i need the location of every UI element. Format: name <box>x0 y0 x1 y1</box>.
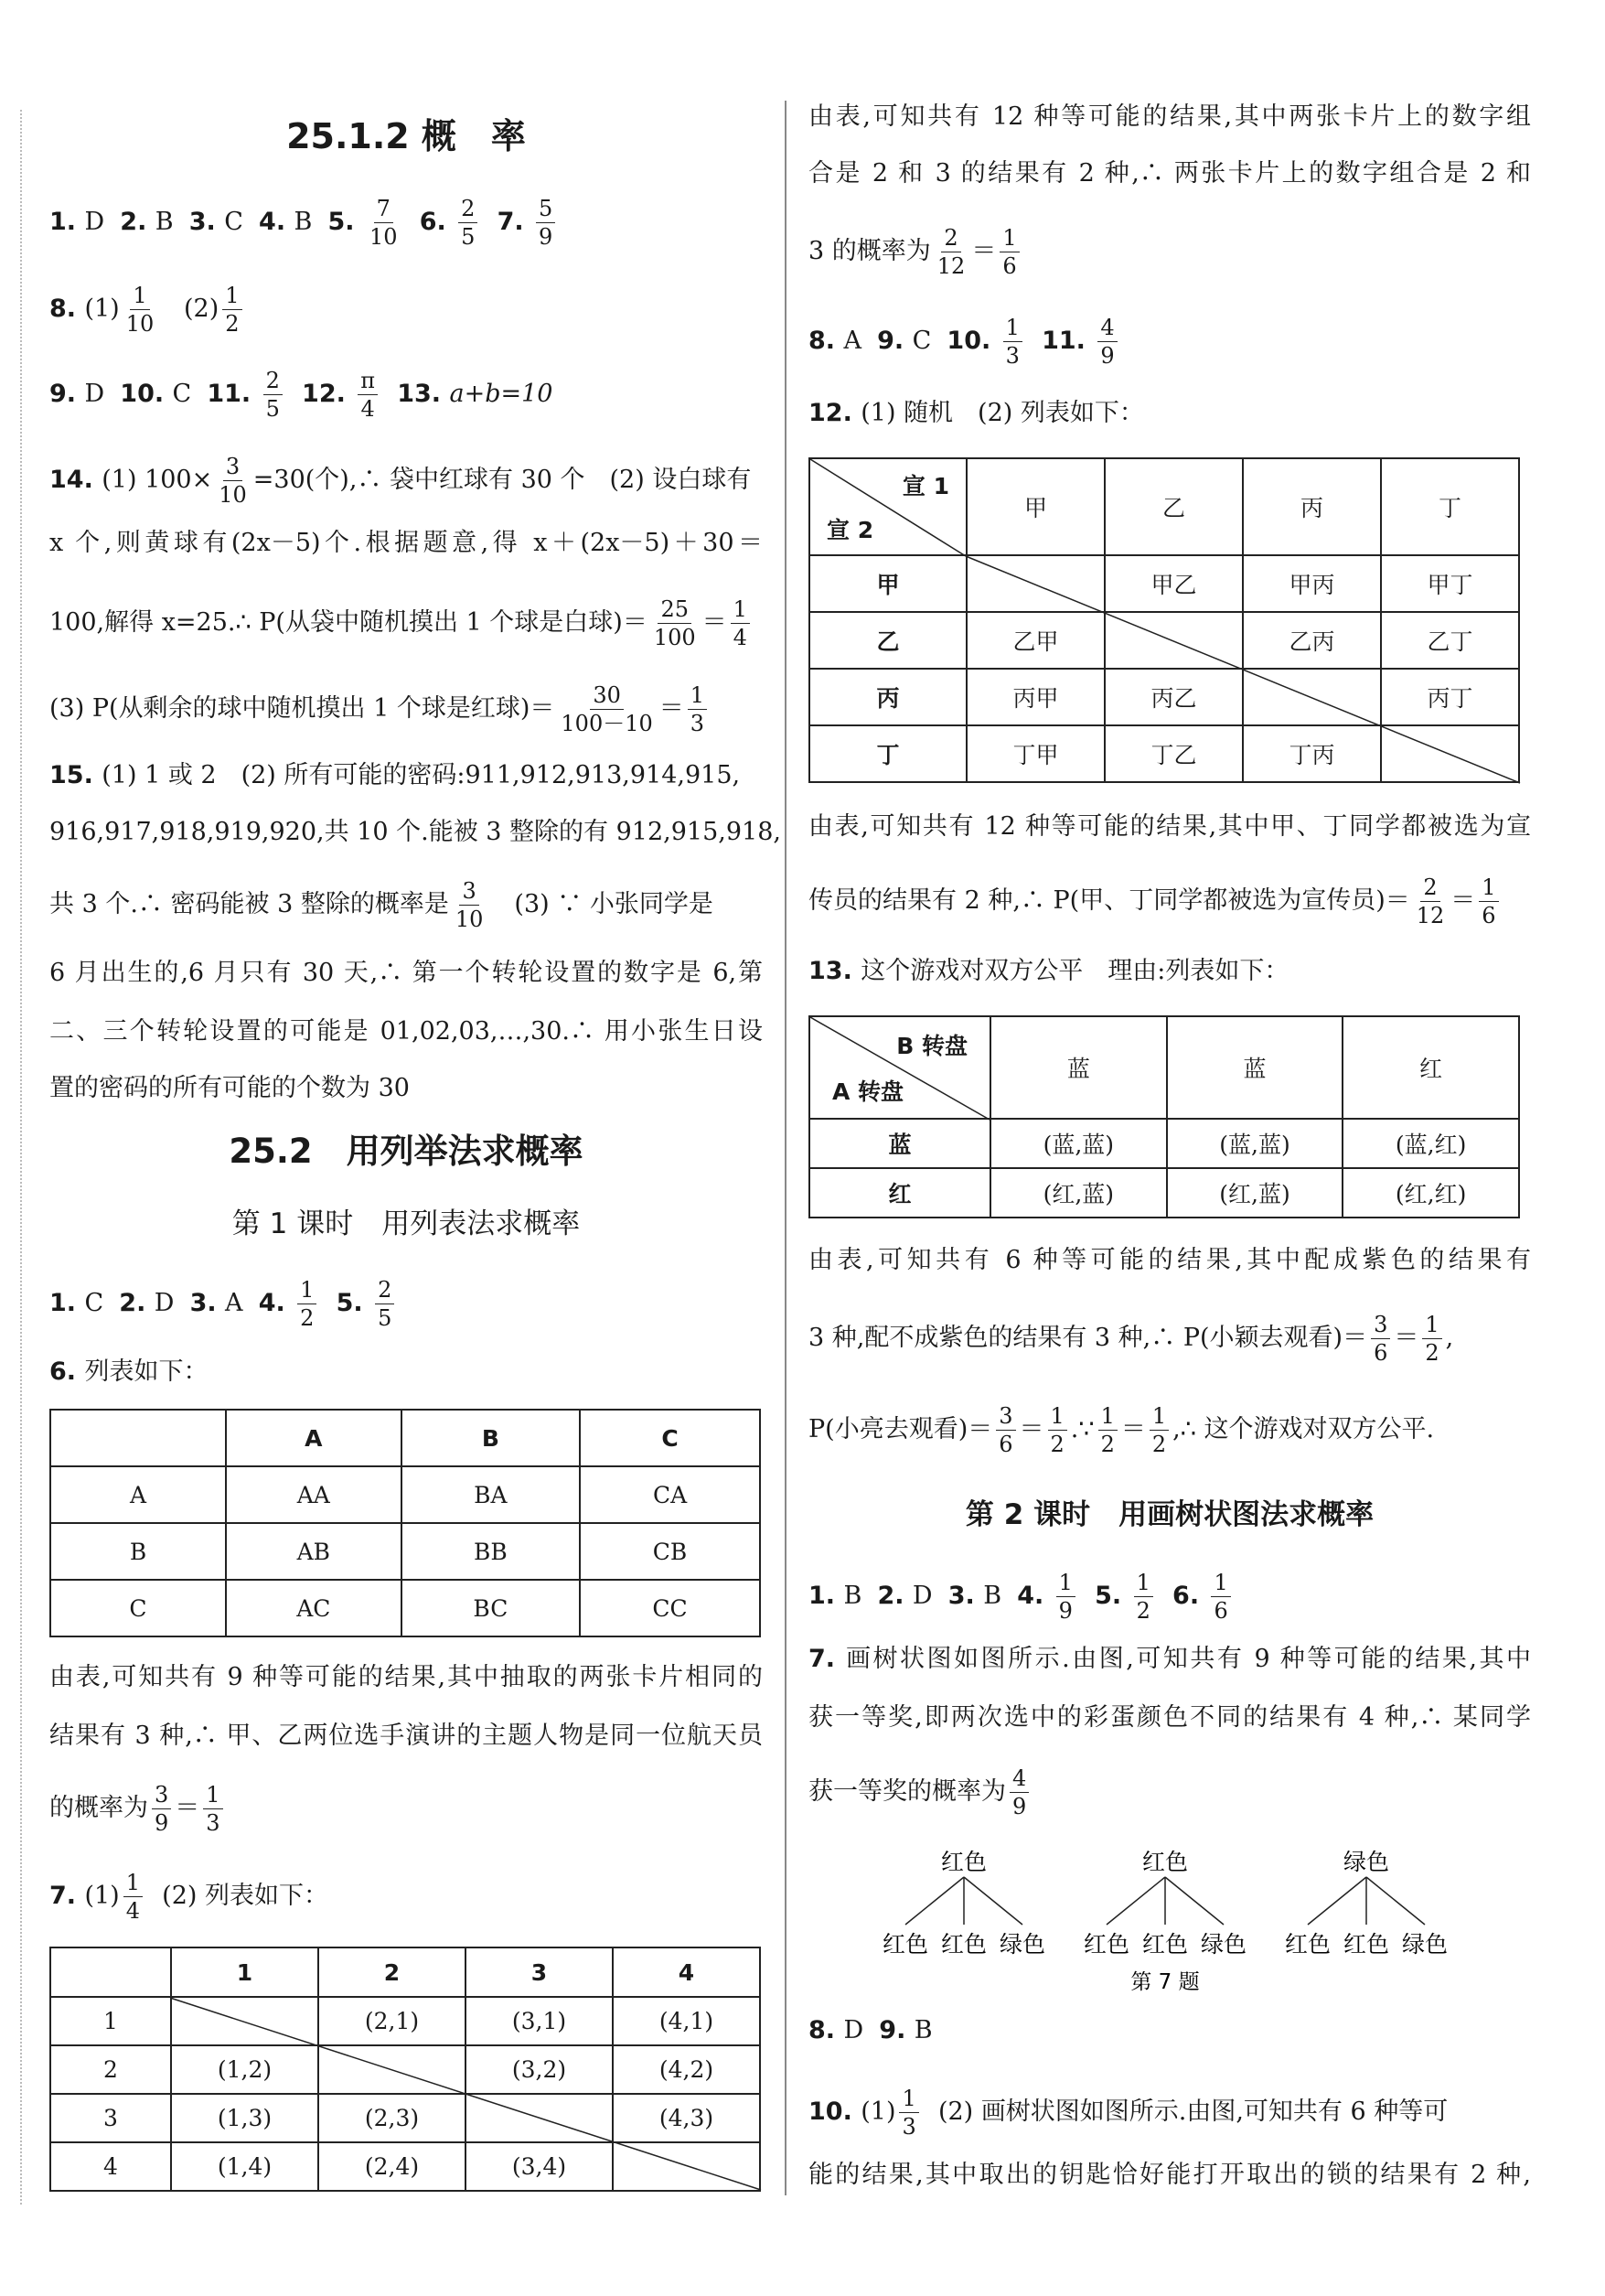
answers-8-11: 8. A 9. C 10. $\frac{1}{3}$ 11. $\frac{4}{9}$ <box>808 317 1531 367</box>
q7-line1: 7. (1) $\frac{1}{4}$ (2) 列表如下： <box>49 1870 328 1924</box>
q15-line6: 置的密码的所有可能的个数为 30 <box>49 1074 410 1102</box>
q13-corner-diagonal <box>808 1015 1000 1125</box>
table-header: 乙 <box>1105 458 1243 555</box>
q7b-line3: 获一等奖的概率为 $\frac{4}{9}$ <box>808 1767 1531 1818</box>
section-title-25-2: 25.2 用列举法求概率 <box>229 1132 583 1171</box>
table-row: C AC BC CC <box>50 1580 760 1636</box>
table-row: 甲 甲乙 甲丙 甲丁 <box>809 555 1519 612</box>
table-row: B AB BB CB <box>50 1523 760 1580</box>
table-row: 乙 乙甲 乙丙 乙丁 <box>809 612 1519 669</box>
fraction: $\frac{7}{10}$ <box>369 196 398 250</box>
table-header: 4 <box>613 1947 760 1997</box>
table-row: 蓝 (蓝,蓝) (蓝,蓝) (蓝,红) <box>809 1119 1519 1168</box>
answers-1-7: 1. D 2. B 3. C 4. B 5. $\frac{7}{10}$ 6. $\frac{2}{5}$ 7. $\frac{5}{9}$ <box>49 198 763 248</box>
table-row: 红 (红,蓝) (红,蓝) (红,红) <box>809 1168 1519 1218</box>
answer-8: 8. (1) $\frac{1}{10}$ (2) $\frac{1}{2}$ <box>49 284 763 335</box>
q7-diagonal-line <box>49 1947 763 2194</box>
tree-root: 红色 <box>1141 1849 1189 1875</box>
q12-line2: 传员的结果有 2 种,∴ P(甲、丁同学都被选为宣传员)＝ $\frac{2}{12}$ ＝ $\frac{1}{6}$ <box>808 876 1531 927</box>
fraction: $\frac{5}{9}$ <box>536 198 555 248</box>
q12-diagonal-lines <box>808 457 1531 787</box>
q6-table <box>49 1409 761 1637</box>
section-title-25-1-2: 25.1.2 概 率 <box>286 116 526 156</box>
tree-leaf: 红色 <box>1141 1931 1189 1958</box>
q11-cont-line2: 合是 2 和 3 的结果有 2 种,∴ 两张卡片上的数字组合是 2 和 <box>808 159 1531 188</box>
tree-root: 红色 <box>940 1849 988 1875</box>
q14-line3: 100,解得 x=25.∴ P(从袋中随机摸出 1 个球是白球)＝ $\frac{25}{100}$ ＝ $\frac{1}{4}$ <box>49 598 763 649</box>
q13-line3: P(小亮去观看)＝ $\frac{3}{6}$ ＝ $\frac{1}{2}$ .∵ $\frac{1}{2}$ ＝ $\frac{1}{2}$ ,∴ 这个游戏对双方公平. <box>808 1403 1435 1457</box>
column-divider <box>785 101 786 2195</box>
table-row: A AA BA CA <box>50 1466 760 1523</box>
figure-caption: 第 7 题 <box>1130 1970 1200 1994</box>
q15-line5: 二、三个转轮设置的可能是 01,02,03,…,30.∴ 用小张生日设 <box>49 1017 763 1046</box>
q14-line1: 14. (1) 100× $\frac{3}{10}$ =30(个),∴ 袋中红球有 30 个 (2) 设白球有 <box>49 454 752 508</box>
table-header: 红 <box>1343 1016 1519 1119</box>
q6-line1: 由表,可知共有 9 种等可能的结果,其中抽取的两张卡片相同的 <box>49 1663 763 1691</box>
tree-leaf: 绿色 <box>1200 1931 1247 1958</box>
q7b-line1: 7. 画树状图如图所示.由图,可知共有 9 种等可能的结果,其中 <box>808 1645 1531 1673</box>
table-header: 丁 <box>1381 458 1519 555</box>
q15-line4: 6 月出生的,6 月只有 30 天,∴ 第一个转轮设置的数字是 6,第 <box>49 959 763 987</box>
table-header: 蓝 <box>990 1016 1167 1119</box>
q13-table-wrap <box>808 1015 1531 1226</box>
q11-cont-line1: 由表,可知共有 12 种等可能的结果,其中两张卡片上的数字组 <box>808 102 1531 131</box>
q6-line3: 的概率为 $\frac{3}{9}$ ＝ $\frac{1}{3}$ <box>49 1784 763 1834</box>
tree-leaf: 红色 <box>1284 1931 1332 1958</box>
table-cell <box>50 1410 226 1466</box>
table-header: 2 <box>318 1947 465 1997</box>
q7-tree-diagram <box>808 1844 1531 2000</box>
tree-2 <box>1084 1849 1247 1958</box>
lesson2-answers-1-6: 1. B 2. D 3. B 4. $\frac{1}{9}$ 5. $\frac{1}{2}$ 6. $\frac{1}{6}$ <box>808 1572 1531 1622</box>
q6-intro: 6. 列表如下： <box>49 1357 209 1386</box>
q15-line1: 15. (1) 1 或 2 (2) 所有可能的密码:911,912,913,914,915, <box>49 761 741 789</box>
table-header: 丙 <box>1243 458 1381 555</box>
tree-leaf: 绿色 <box>999 1931 1046 1958</box>
tree-3 <box>1285 1849 1448 1958</box>
tree-1 <box>883 1849 1045 1958</box>
tree-leaf: 红色 <box>882 1931 929 1958</box>
tree-leaf: 红色 <box>940 1931 988 1958</box>
fraction: $\frac{2}{5}$ <box>458 198 477 248</box>
tree-leaf: 红色 <box>1083 1931 1130 1958</box>
table-header: 蓝 <box>1167 1016 1343 1119</box>
table-row: 丁 丁甲 丁乙 丁丙 <box>809 725 1519 782</box>
q6-line2: 结果有 3 种,∴ 甲、乙两位选手演讲的主题人物是同一位航天员 <box>49 1722 763 1750</box>
table-header: 甲 <box>967 458 1105 555</box>
q13-intro: 13. 这个游戏对双方公平 理由:列表如下： <box>808 957 1289 985</box>
lesson1-title: 第 1 课时 用列表法求概率 <box>231 1207 581 1240</box>
table-corner: B 转盘 A 转盘 <box>809 1016 990 1119</box>
tree-leaf: 绿色 <box>1401 1931 1449 1958</box>
q15-line2: 916,917,918,919,920,共 10 个.能被 3 整除的有 912,915,918, <box>49 818 781 846</box>
q10-line2: 能的结果,其中取出的钥匙恰好能打开取出的锁的结果有 2 种, <box>808 2161 1531 2189</box>
q12-line1: 由表,可知共有 12 种等可能的结果,其中甲、丁同学都被选为宣 <box>808 812 1531 841</box>
table-header: A <box>226 1410 401 1466</box>
table-row: 4 (1,4) (2,4) (3,4) <box>50 2142 760 2191</box>
q15-line3: 共 3 个.∴ 密码能被 3 整除的概率是 $\frac{3}{10}$ (3) ∵ 小张同学是 <box>49 878 713 932</box>
q12-table-wrap <box>808 457 1531 787</box>
q11-cont-line3: 3 的概率为 $\frac{2}{12}$ ＝ $\frac{1}{6}$ <box>808 227 1531 277</box>
answers-8-9: 8. D 9. B <box>808 2016 933 2044</box>
q14-line4: (3) P(从剩余的球中随机摸出 1 个球是红球)＝ $\frac{30}{100-10}$ ＝ $\frac{1}{3}$ <box>49 684 763 735</box>
table-row: 3 (1,3) (2,3) (4,3) <box>50 2094 760 2142</box>
lesson1-answers-1-5: 1. C 2. D 3. A 4. $\frac{1}{2}$ 5. $\frac{2}{5}$ <box>49 1279 763 1329</box>
table-row: 丙 丙甲 丙乙 丙丁 <box>809 669 1519 725</box>
table-header: B <box>401 1410 580 1466</box>
q7b-line2: 获一等奖,即两次选中的彩蛋颜色不同的结果有 4 种,∴ 某同学 <box>808 1703 1531 1732</box>
q7-table-wrap <box>49 1947 763 2194</box>
q13-line1: 由表,可知共有 6 种等可能的结果,其中配成紫色的结果有 <box>808 1246 1531 1274</box>
q12-intro: 12. (1) 随机 (2) 列表如下： <box>808 399 1144 427</box>
table-header: C <box>580 1410 760 1466</box>
table-header: 1 <box>171 1947 318 1997</box>
tree-leaf: 红色 <box>1343 1931 1390 1958</box>
lesson2-title: 第 2 课时 用画树状图法求概率 <box>965 1498 1375 1531</box>
q14-line2: x 个,则黄球有(2x－5)个.根据题意,得 x＋(2x－5)＋30＝ <box>49 529 763 557</box>
table-row: 2 (1,2) (3,2) (4,2) <box>50 2045 760 2094</box>
q13-line2: 3 种,配不成紫色的结果有 3 种,∴ P(小颖去观看)＝ $\frac{3}{6}$ ＝ $\frac{1}{2}$ , <box>808 1312 1454 1366</box>
page-edge-rule <box>20 110 24 2205</box>
answers-9-13: 9. D 10. C 11. $\frac{2}{5}$ 12. $\frac{\pi}{4}$ 13. a+b=10 <box>49 368 553 422</box>
tree-root: 绿色 <box>1343 1849 1390 1875</box>
q10-line1: 10. (1) $\frac{1}{3}$ (2) 画树状图如图所示.由图,可知共有 6 种等可 <box>808 2086 1449 2140</box>
table-corner: 宣 1 宣 2 <box>809 458 967 555</box>
table-header: 3 <box>465 1947 613 1997</box>
table-row: 1 (2,1) (3,1) (4,1) <box>50 1997 760 2045</box>
